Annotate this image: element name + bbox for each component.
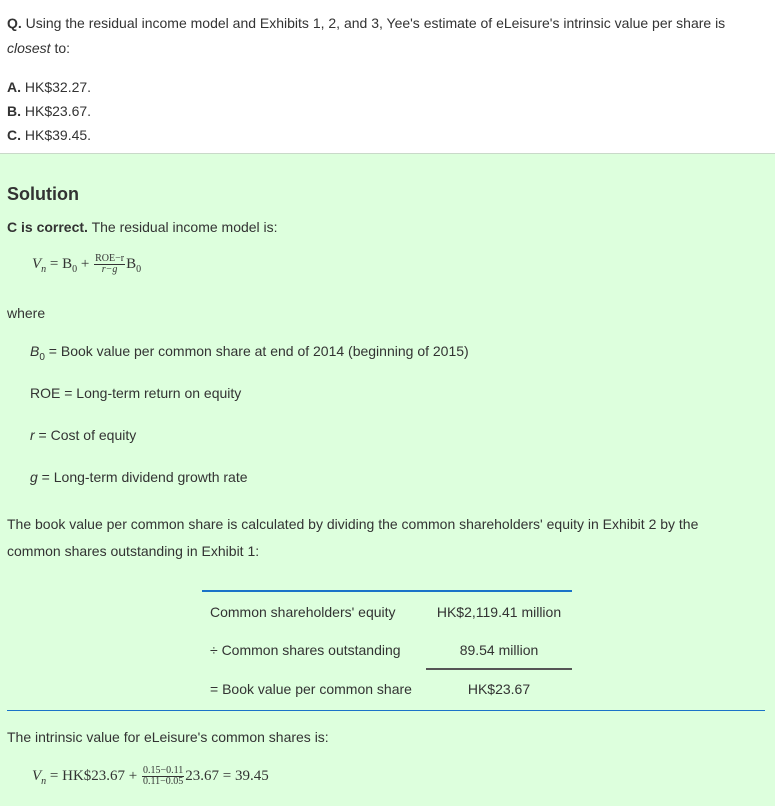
- def-symbol: r: [30, 427, 35, 443]
- formula-v-sub: n: [41, 775, 47, 787]
- fraction-denominator: 0.11−0.05: [143, 776, 184, 787]
- choice-c[interactable]: [7, 123, 768, 147]
- question-emphasis: closest: [7, 40, 51, 56]
- choice-text: HK$32.27.: [24, 79, 92, 95]
- def-symbol: ROE: [30, 385, 61, 401]
- solution-panel: [0, 154, 775, 806]
- choice-a[interactable]: [7, 75, 768, 99]
- table-row-label: = Book value per common share: [210, 681, 412, 697]
- def-symbol: g: [30, 469, 38, 485]
- intrinsic-value-formula: [32, 766, 269, 787]
- formula-v-sub: n: [41, 263, 47, 275]
- table-sum-rule: [426, 668, 572, 670]
- question-line2: to:: [54, 40, 71, 56]
- fraction-denominator: r−g: [101, 264, 118, 275]
- formula-fraction: [94, 254, 125, 275]
- choice-letter: B.: [7, 103, 21, 119]
- fraction-numerator: ROE−r: [95, 253, 125, 264]
- formula-v: V: [32, 767, 42, 784]
- formula-eq: = B: [46, 255, 73, 272]
- def-text: = Cost of equity: [34, 427, 137, 443]
- table-row-label: ÷ Common shares outstanding: [210, 642, 401, 658]
- definition-roe: [30, 385, 241, 401]
- formula-v: V: [32, 255, 42, 272]
- formula-fraction: [142, 766, 184, 787]
- choice-letter: C.: [7, 127, 21, 143]
- correct-statement: [7, 214, 775, 241]
- def-text: = Long-term return on equity: [60, 385, 242, 401]
- answer-choices: [7, 75, 768, 147]
- fraction-numerator: 0.15−0.11: [143, 765, 184, 776]
- table-row-value: HK$2,119.41 million: [436, 604, 562, 620]
- residual-income-formula: [32, 254, 141, 275]
- formula-result: 23.67 = 39.45: [185, 767, 269, 784]
- formula-eq: = HK$23.67 +: [46, 767, 142, 784]
- bv-text-line1: The book value per common share is calculated by dividing the common shareholders' equity in Exhibit 2 by the: [7, 516, 699, 532]
- solution-title: Solution: [7, 184, 79, 204]
- table-bottom-divider: [7, 710, 765, 711]
- definition-r: [30, 427, 136, 443]
- choice-b[interactable]: [7, 99, 768, 123]
- definition-g: [30, 469, 248, 485]
- table-row-value: HK$23.67: [467, 681, 531, 697]
- where-label: where: [7, 305, 46, 321]
- table-row-value: 89.54 million: [459, 642, 539, 658]
- correct-answer: C is correct.: [7, 219, 88, 235]
- question-panel: [0, 0, 775, 154]
- choice-text: HK$23.67.: [24, 103, 92, 119]
- formula-b: B: [126, 255, 137, 272]
- def-text: = Long-term dividend growth rate: [37, 469, 248, 485]
- table-top-rule: [202, 590, 572, 592]
- formula-b-sub: 0: [136, 263, 142, 275]
- def-symbol: B: [30, 343, 40, 359]
- bv-text-line2: common shares outstanding in Exhibit 1:: [7, 543, 260, 559]
- choice-text: HK$39.45.: [24, 127, 92, 143]
- question-line1: Using the residual income model and Exhibits 1, 2, and 3, Yee's estimate of eLeisure's intrinsic value per share is: [25, 15, 726, 31]
- book-value-explanation: [7, 511, 767, 565]
- intrinsic-value-intro: The intrinsic value for eLeisure's common shares is:: [7, 729, 329, 745]
- question-text: [7, 11, 768, 61]
- table-row-label: Common shareholders' equity: [210, 604, 396, 620]
- question-label: Q.: [7, 15, 22, 31]
- formula-b-sub: 0: [72, 263, 78, 275]
- correct-explanation: The residual income model is:: [91, 219, 278, 235]
- formula-plus: +: [77, 255, 94, 272]
- def-sub: 0: [39, 351, 45, 363]
- choice-letter: A.: [7, 79, 21, 95]
- def-text: = Book value per common share at end of 2014 (beginning of 2015): [44, 343, 469, 359]
- definition-b0: [30, 343, 469, 363]
